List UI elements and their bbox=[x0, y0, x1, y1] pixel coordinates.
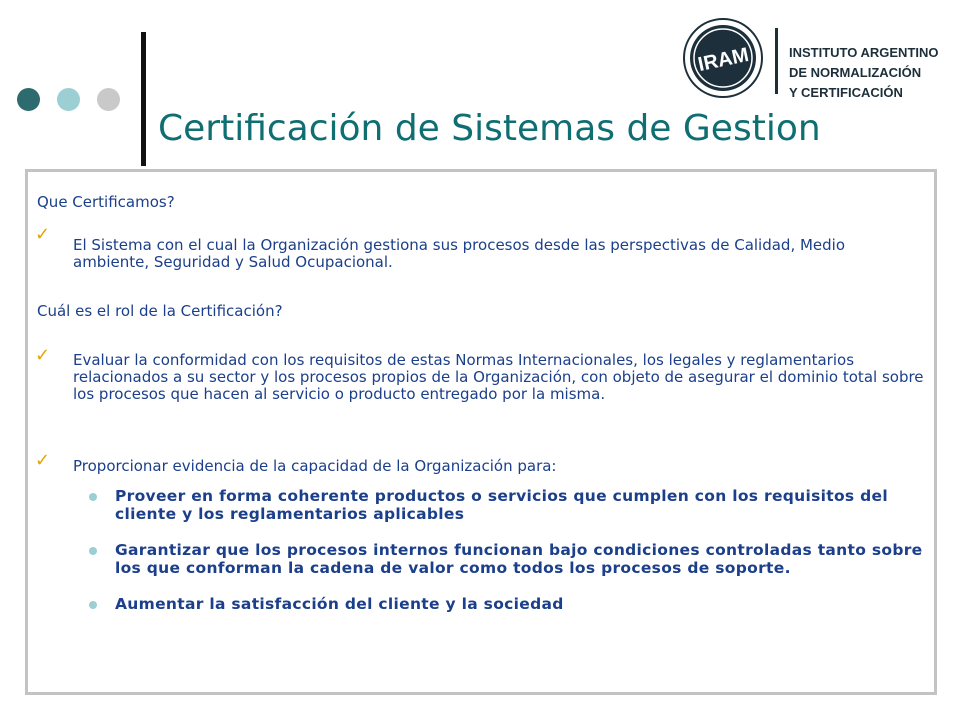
answer-text: Evaluar la conformidad con los requisitos de estas Normas Internacionales, los legales y reglamentarios relacionados a su sector y los procesos propios de la Organización, con objeto de asegurar el dominio total sobre los procesos que hacen al servicio o producto entregado por la misma. bbox=[73, 351, 924, 403]
bullet-icon bbox=[89, 547, 97, 555]
bullet-icon bbox=[89, 601, 97, 609]
checkmark-icon: ✓ bbox=[35, 345, 51, 366]
answer-text: El Sistema con el cual la Organización gestiona sus procesos desde las perspectivas de Calidad, Medio ambiente, Seguridad y Salud Ocupacional. bbox=[73, 236, 846, 271]
iram-logo-seal bbox=[683, 18, 763, 98]
checkmark-icon: ✓ bbox=[35, 224, 51, 245]
bullet-icon bbox=[89, 493, 97, 501]
logo-text bbox=[789, 43, 939, 103]
decorative-dot bbox=[57, 88, 80, 111]
logo-divider bbox=[775, 28, 778, 94]
title-divider bbox=[141, 32, 146, 166]
question-heading: Cuál es el rol de la Certificación? bbox=[37, 302, 283, 320]
slide-title: Certificación de Sistemas de Gestion bbox=[158, 108, 821, 149]
content-box bbox=[25, 169, 937, 695]
logo-line: INSTITUTO ARGENTINO bbox=[789, 45, 939, 60]
question-heading: Que Certificamos? bbox=[37, 193, 175, 211]
logo-line: Y CERTIFICACIÓN bbox=[789, 85, 903, 100]
list-item: Aumentar la satisfacción del cliente y la sociedad bbox=[115, 595, 564, 613]
checkmark-icon: ✓ bbox=[35, 450, 51, 471]
decorative-dot bbox=[17, 88, 40, 111]
list-item: Garantizar que los procesos internos funcionan bajo condiciones controladas tanto sobre los que conforman la cadena de valor como todos los procesos de soporte. bbox=[115, 541, 923, 577]
decorative-dot bbox=[97, 88, 120, 111]
seal-text: IRAM bbox=[696, 43, 751, 77]
list-item: Proveer en forma coherente productos o servicios que cumplen con los requisitos del cliente y los reglamentarios aplicables bbox=[115, 487, 888, 523]
logo-line: DE NORMALIZACIÓN bbox=[789, 65, 922, 80]
answer-text: Proporcionar evidencia de la capacidad de la Organización para: bbox=[73, 457, 557, 475]
